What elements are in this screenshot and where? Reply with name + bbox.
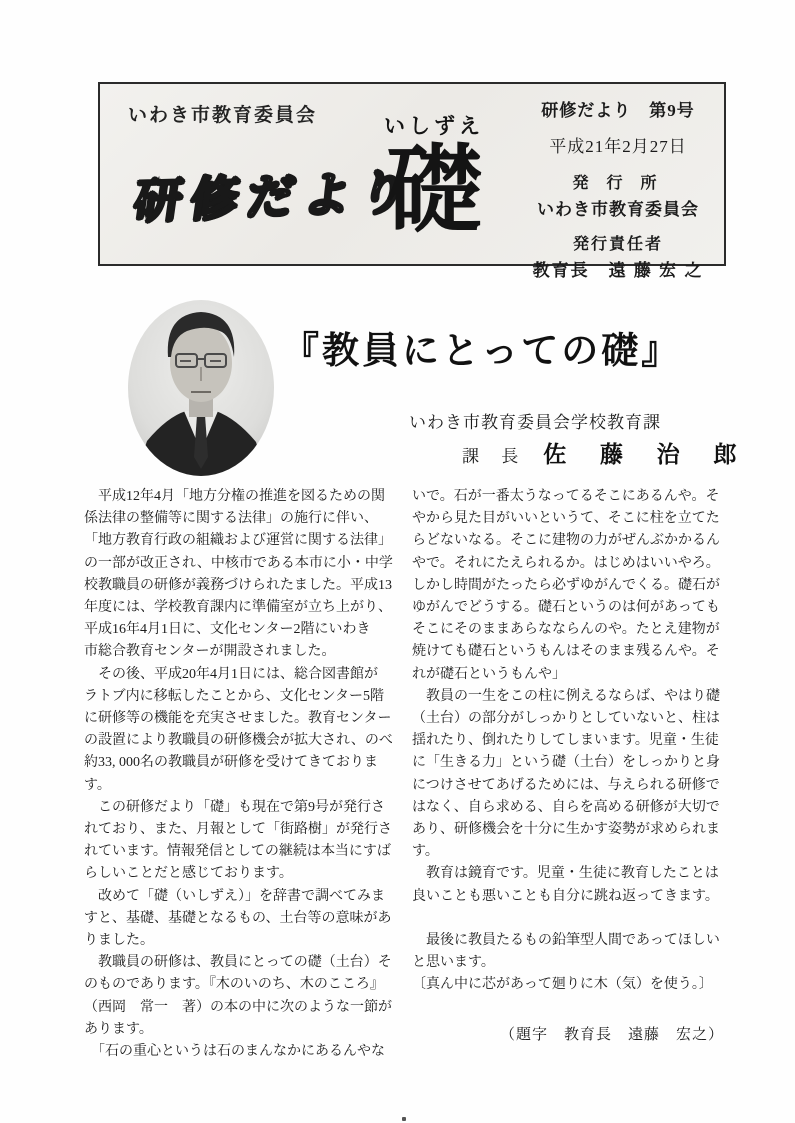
author-job-title: 課 長 <box>462 447 528 466</box>
text-line: す。 <box>412 844 439 860</box>
seal-script-block <box>378 110 490 244</box>
text-line: あり、研修機会を十分に生かす姿勢が求められま <box>412 822 720 838</box>
text-line: 教育は鏡育です。児童・生徒に教育したことは <box>412 866 719 882</box>
text-line: 最後に教員たるもの鉛筆型人間であってほしい <box>412 933 720 949</box>
text-line: （土台）の部分がしっかりとしていないと、柱は <box>412 711 720 727</box>
text-line: 約33, 000名の教職員が研修を受けてきておりま <box>84 755 378 771</box>
newsletter-title-calligraphy: 研修だより <box>130 167 420 229</box>
text-line: につけさせてあげるためには、与えられる研修で <box>412 777 720 793</box>
text-line: に「生きる力」という礎（土台）をしっかりと身 <box>412 755 720 771</box>
text-line: そこにそのままあらなならんのや。たとえ建物が <box>412 622 720 638</box>
text-line: すと、基礎、基礎となるもの、土台等の意味があ <box>84 910 392 926</box>
text-line: やから見た目がいいというて、そこに柱を立てた <box>412 511 720 527</box>
text-line: あります。 <box>84 1021 153 1037</box>
text-line: 良いことも悪いことも自分に跳ね返ってきます。 <box>412 888 719 904</box>
text-line: はなく、自ら求める、自らを高める研修が大切で <box>412 799 720 815</box>
responsible-label: 発行責任者 <box>572 236 663 253</box>
text-line: 平成16年4月1日に、文化センター2階にいわき <box>84 622 371 638</box>
issue-number: 研修だより 第9号 <box>541 101 695 120</box>
organization-name: いわき市教育委員会 <box>128 105 318 126</box>
text-line: れています。情報発信としての継続は本当にすば <box>84 844 391 860</box>
text-line: れが礎石というもんや」 <box>412 666 566 682</box>
text-line: のものであります。『木のいのち、木のこころ』 <box>84 977 384 993</box>
publication-date: 平成21年2月27日 <box>549 137 687 156</box>
text-line: 教職員の研修は、教員にとっての礎（土台）そ <box>84 955 392 971</box>
text-line: やで。それにたえられるか。はじめはいいやろ。 <box>412 555 720 571</box>
author-affiliation: いわき市教育委員会学校教育課 <box>409 413 661 432</box>
text-line <box>412 908 728 930</box>
responsible-name: 教育長 遠 藤 宏 之 <box>532 261 704 280</box>
publisher-name: いわき市教育委員会 <box>537 200 699 219</box>
text-line: 改めて「礎（いしずえ）」を辞書で調べてみま <box>84 888 385 904</box>
text-line: れており、また、月報として「街路樹」が発行さ <box>84 822 392 838</box>
text-line: 「地方教育行政の組織および運営に関する法律」 <box>84 533 392 549</box>
text-line: に研修等の機能を充実させました。教育センター <box>84 711 392 727</box>
author-line <box>462 436 751 469</box>
text-line: 「石の重心というは石のまんなかにあるんやな <box>84 1044 385 1060</box>
text-line: この研修だより「礎」も現在で第9号が発行さ <box>84 799 385 815</box>
calligraphy-credit: （題字 教育長 遠藤 宏之） <box>499 1027 724 1043</box>
text-line: らしいことだと感じております。 <box>84 866 293 882</box>
text-line: 焼けても礎石というもんはそのまま残るんや。そ <box>412 644 720 660</box>
header-nameplate-box <box>98 82 726 280</box>
text-line: その後、平成20年4月1日には、総合図書館が <box>84 666 378 682</box>
text-line: 市総合教育センターが開設されました。 <box>84 644 336 660</box>
text-line: 揺れたり、倒れたりしてしまいます。児童・生徒 <box>412 733 719 749</box>
text-line: 教員の一生をこの柱に例えるならば、やはり礎 <box>412 688 720 704</box>
text-line: と思います。 <box>412 955 495 971</box>
text-line: しかし時間がたったら必ずゆがんでくる。礎石が <box>412 577 720 593</box>
text-line: いで。石が一番太うなってるそこにあるんや。そ <box>412 489 720 504</box>
text-line: 平成12年4月「地方分権の推進を図るための関 <box>84 489 385 504</box>
text-line: 係法律の整備等に関する法律」の施行に伴い、 <box>84 511 378 527</box>
scan-artifact-speck <box>402 1117 406 1121</box>
publisher-label: 発 行 所 <box>572 175 664 192</box>
text-line: （西岡 常一 著）の本の中に次のような一節が <box>84 999 392 1015</box>
text-line: す。 <box>84 777 111 793</box>
text-line: 年度には、学校教育課内に準備室が立ち上がり、 <box>84 600 392 616</box>
body-left-column <box>84 486 400 1063</box>
seal-furigana: いしずえ <box>384 114 484 138</box>
text-line: 〔真ん中に芯があって廻りに木（気）を使う。〕 <box>412 977 713 993</box>
text-line: の設置により教職員の研修機会が拡大され、のべ <box>84 733 393 749</box>
portrait-photo <box>127 299 275 477</box>
body-right-column <box>412 486 728 997</box>
publication-info-block <box>520 96 716 281</box>
author-name: 佐 藤 治 郎 <box>543 442 751 467</box>
text-line: らどないなる。そこに建物の力がぜんぶかかるん <box>412 533 720 549</box>
seal-character: 礎 <box>386 137 482 244</box>
article-title: 『教員にとっての礎』 <box>282 331 682 372</box>
text-line: りました。 <box>84 933 154 949</box>
portrait-photo-illustration <box>127 299 275 477</box>
text-line: ゆがんでどうする。礎石というのは何があっても <box>412 600 720 616</box>
text-line: の一部が改正され、中核市である本市に小・中学 <box>84 555 393 571</box>
text-line: 校教職員の研修が義務づけられたました。平成13 <box>84 577 392 593</box>
text-line: ラトブ内に移転したことから、文化センター5階 <box>84 688 385 704</box>
